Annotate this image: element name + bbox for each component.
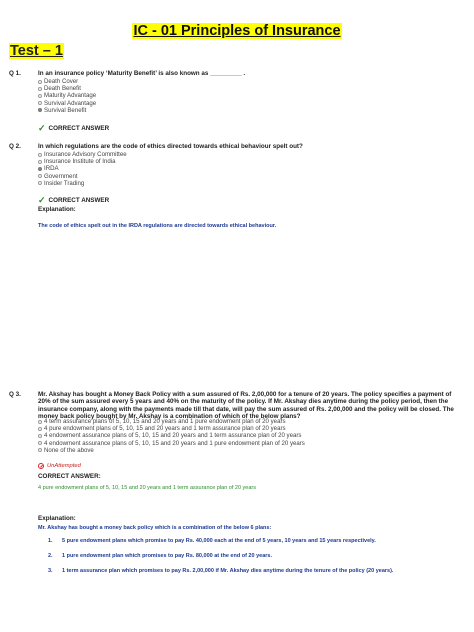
option[interactable] (38, 173, 127, 180)
plan-text: 1 term assurance plan which promises to pay Rs. 2,00,000 if Mr. Akshay dies anytime during the tenure of the policy (20 years). (62, 568, 394, 574)
explanation-text: The code of ethics spelt out in the IRDA regulations are directed towards ethical behaviour. (38, 223, 277, 229)
options-list (38, 78, 96, 114)
option[interactable] (38, 180, 127, 187)
radio-icon[interactable] (38, 80, 42, 84)
radio-icon[interactable] (38, 160, 42, 164)
option[interactable] (38, 107, 96, 114)
option-label: IRDA (44, 165, 59, 173)
plan-item (48, 553, 272, 559)
question-number: Q 2. (9, 143, 21, 150)
option-label: Survival Benefit (44, 106, 87, 114)
radio-icon[interactable] (38, 427, 42, 431)
correct-answer-text: CORRECT ANSWER (48, 197, 110, 204)
option-label: Survival Advantage (44, 99, 97, 107)
option[interactable] (38, 78, 96, 85)
unattempted-icon (38, 463, 44, 469)
radio-icon[interactable] (38, 94, 42, 98)
plan-number: 2. (48, 553, 53, 559)
page-title-wrap (0, 22, 474, 40)
plan-number: 3. (48, 568, 53, 574)
option[interactable] (38, 425, 305, 432)
explanation-intro: Mr. Akshay has bought a money back policy which is a combination of the below 6 plans: (38, 525, 272, 531)
option[interactable] (38, 158, 127, 165)
option-label: 4 pure endowment plans of 5, 10, 15 and 20 years and 1 term assurance plan of 20 years (44, 425, 286, 433)
option-label: Insurance Institute of India (44, 158, 116, 166)
option[interactable] (38, 447, 305, 454)
explanation-label: Explanation: (38, 515, 76, 522)
option[interactable] (38, 151, 127, 158)
option-label: Maturity Advantage (44, 92, 97, 100)
radio-icon[interactable] (38, 108, 42, 112)
correct-answer-text: 4 pure endowment plans of 5, 10, 15 and 20 years and 1 term assurance plan of 20 years (38, 485, 256, 491)
plan-text: 5 pure endowment plans which promise to pay Rs. 40,000 each at the end of 5 years, 10 years and 15 years respectively. (62, 538, 376, 544)
radio-icon[interactable] (38, 167, 42, 171)
correct-answer-label: CORRECT ANSWER: (38, 473, 101, 480)
plan-text: 1 pure endowment plan which promises to pay Rs. 80,000 at the end of 20 years. (62, 553, 272, 559)
radio-icon[interactable] (38, 441, 42, 445)
question-number: Q 1. (9, 70, 21, 77)
check-icon: ✓ (38, 123, 46, 133)
plan-item (48, 568, 393, 574)
option-label: 4 endowment assurance plans of 5, 10, 15 and 20 years and 1 pure endowment plan of 20 years (44, 439, 305, 447)
option-label: 4 term assurance plans of 5, 10, 15 and 20 years and 1 pure endowment plan of 20 years (44, 418, 286, 426)
question-text: Mr. Akshay has bought a Money Back Policy with a sum assured of Rs. 2,00,000 for a tenure of 20 years. The policy specifies a payment of 20% of the sum assured every 5 years and 40% on the maturity of the policy. If Mr. Akshay dies anytime during the policy period, then the insurance company, along with the payments made till that date, will pay the sum assured of Rs. 2,00,000 and the policy will be closed. The money back policy bought by Mr. Akshay is a combination of which of the below plans? (38, 391, 454, 420)
option[interactable] (38, 85, 96, 92)
correct-answer-label (38, 125, 109, 132)
option-label: Death Benefit (44, 85, 81, 93)
options-list (38, 151, 127, 187)
options-list (38, 418, 305, 454)
option-label: 4 endowment assurance plans of 5, 10, 15 and 20 years and 1 term assurance plan of 20 years (44, 432, 302, 440)
radio-icon[interactable] (38, 87, 42, 91)
option[interactable] (38, 418, 305, 425)
option-label: Insider Trading (44, 179, 85, 187)
option[interactable] (38, 440, 305, 447)
option-label: Insurance Advisory Committee (44, 151, 127, 159)
radio-icon[interactable] (38, 101, 42, 105)
correct-answer-text: CORRECT ANSWER (48, 125, 110, 132)
option[interactable] (38, 432, 305, 439)
unattempted-status (38, 463, 81, 469)
radio-icon[interactable] (38, 448, 42, 452)
check-icon: ✓ (38, 195, 46, 205)
option-label: Death Cover (44, 78, 79, 86)
radio-icon[interactable] (38, 153, 42, 157)
option-label: Government (44, 172, 78, 180)
page-title: IC - 01 Principles of Insurance (133, 23, 341, 39)
status-text: UnAttempted (47, 463, 81, 469)
explanation-label: Explanation: (38, 206, 76, 213)
radio-icon[interactable] (38, 420, 42, 424)
option[interactable] (38, 92, 96, 99)
question-text: In an insurance policy ‘Maturity Benefit’ is also known as _________ . (38, 70, 246, 77)
test-title: Test – 1 (10, 43, 63, 59)
option[interactable] (38, 165, 127, 172)
question-number: Q 3. (9, 391, 21, 398)
plan-number: 1. (48, 538, 53, 544)
option-label: None of the above (44, 446, 94, 454)
plan-item (48, 538, 376, 544)
question-text: In which regulations are the code of ethics directed towards ethical behaviour spelt out? (38, 143, 303, 150)
option[interactable] (38, 100, 96, 107)
radio-icon[interactable] (38, 434, 42, 438)
radio-icon[interactable] (38, 181, 42, 185)
radio-icon[interactable] (38, 174, 42, 178)
correct-answer-label (38, 197, 109, 204)
